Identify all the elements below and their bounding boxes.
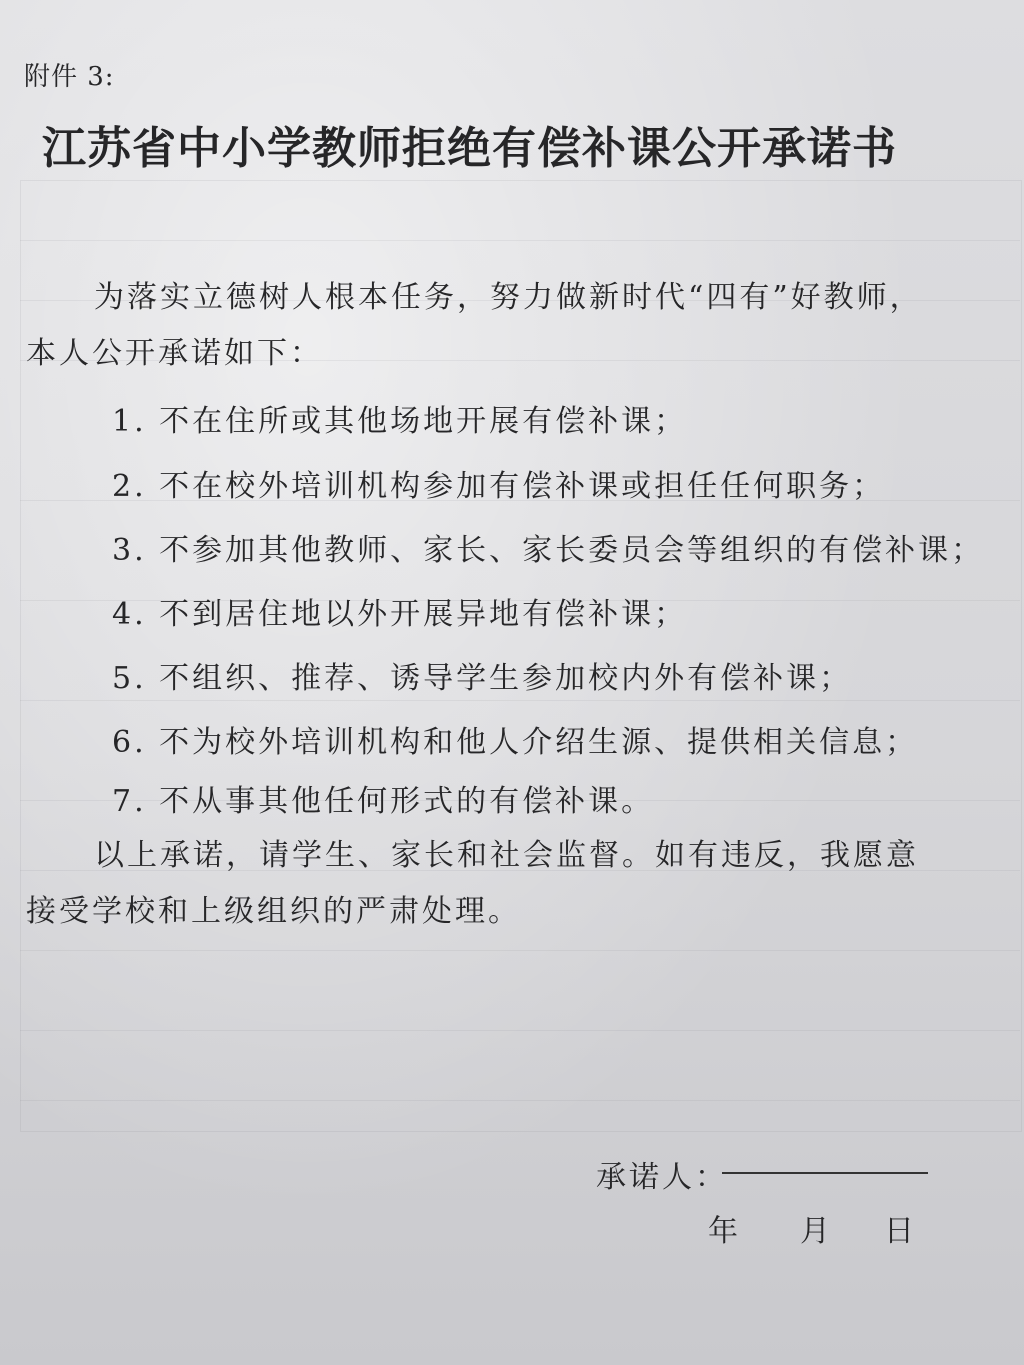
pledge-item: 3. 不参加其他教师、家长、家长委员会等组织的有偿补课； bbox=[112, 533, 985, 568]
pledge-item: 2. 不在校外培训机构参加有偿补课或担任任何职务； bbox=[112, 469, 886, 504]
pledge-item: 6. 不为校外培训机构和他人介绍生源、提供相关信息； bbox=[112, 725, 919, 760]
show-through-line bbox=[20, 700, 1020, 701]
date-year: 年 bbox=[708, 1214, 738, 1249]
signature-line[interactable] bbox=[722, 1172, 928, 1174]
show-through-line bbox=[20, 240, 1020, 241]
closing-paragraph: 以上承诺，请学生、家长和社会监督。如有违反，我愿意接受学校和上级组织的严肃处理。 bbox=[26, 838, 919, 929]
attachment-label: 附件 3: bbox=[24, 62, 115, 92]
show-through-line bbox=[20, 1100, 1020, 1101]
signature-label: 承诺人： bbox=[596, 1160, 728, 1195]
pledge-item: 4. 不到居住地以外开展异地有偿补课； bbox=[112, 597, 688, 632]
document-title: 江苏省中小学教师拒绝有偿补课公开承诺书 bbox=[42, 123, 897, 174]
show-through-line bbox=[20, 1030, 1020, 1031]
date-month: 月 bbox=[800, 1214, 830, 1249]
intro-paragraph: 为落实立德树人根本任务，努力做新时代“四有”好教师，本人公开承诺如下： bbox=[26, 280, 923, 371]
show-through-line bbox=[20, 950, 1020, 951]
pledge-item: 5. 不组织、推荐、诱导学生参加校内外有偿补课； bbox=[112, 661, 853, 696]
date-day: 日 bbox=[884, 1214, 914, 1249]
pledge-item: 7. 不从事其他任何形式的有偿补课。 bbox=[112, 784, 655, 819]
pledge-item: 1. 不在住所或其他场地开展有偿补课； bbox=[112, 404, 688, 439]
